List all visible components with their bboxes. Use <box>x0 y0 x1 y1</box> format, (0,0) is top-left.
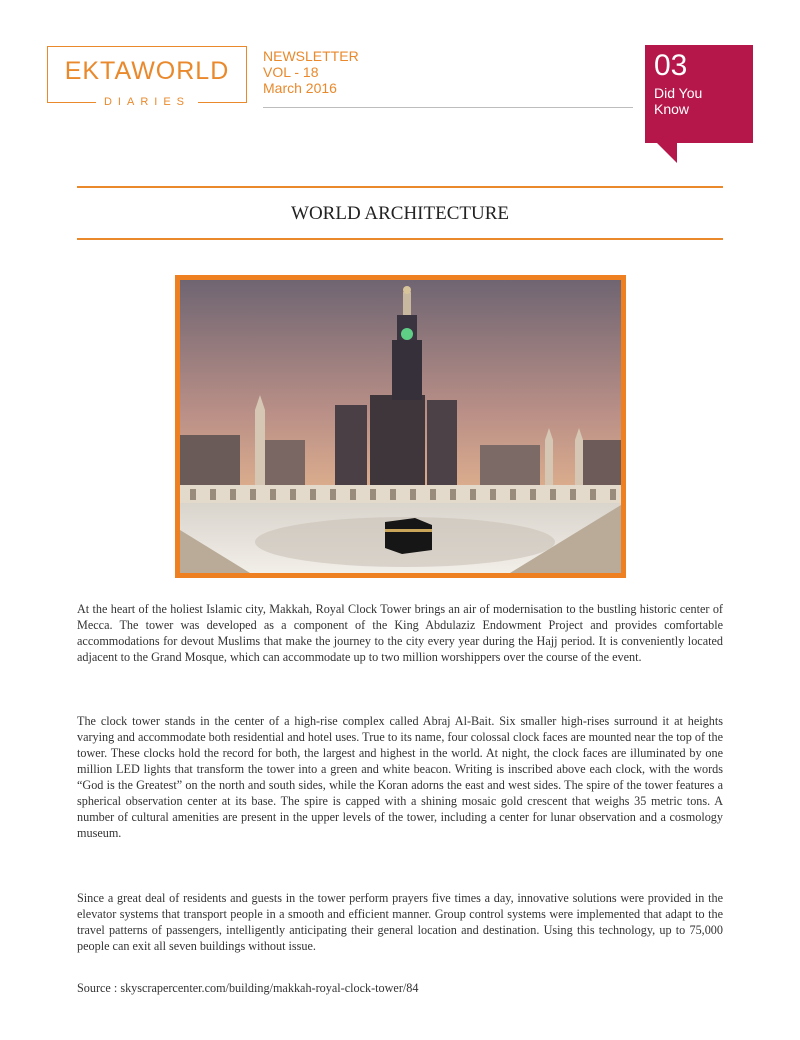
title-rule-bottom <box>77 238 723 240</box>
issue-number: 03 <box>654 49 688 82</box>
logo-subtitle: DIARIES <box>96 96 198 108</box>
logo <box>47 46 247 108</box>
issue-tag-line1: Did You <box>654 85 703 101</box>
newsletter-label: NEWSLETTER <box>263 48 359 64</box>
clock-tower-photo <box>175 275 626 578</box>
issue-tag-line2: Know <box>654 101 690 117</box>
volume-label: VOL - 18 <box>263 64 319 80</box>
header-divider <box>263 107 633 108</box>
paragraph-tower: The clock tower stands in the center of a high-rise complex called Abraj Al-Bait. Six smaller high-rises surround it at heights varying and accommodate both residential and hotel uses. True to its name, four colossal clock faces are mounted near the top of the tower. These clocks hold the record for both, the largest and highest in the world. At night, the clock faces are illuminated by one million LED lights that transform the tower into a green and white beacon. Writing is inscribed above each clock, with the words “God is the Greatest” on the north and south sides, while the Koran adorns the east and west sides. The spire of the tower features a spherical observation center at its base. The spire is capped with a shining mosaic gold crescent that weighs 35 metric tons. A number of cultural amenities are present in the upper levels of the tower, including a center for lunar observation and a cosmology museum. <box>77 714 723 840</box>
paragraph-elevators: Since a great deal of residents and guests in the tower perform prayers five times a day, innovative solutions were provided in the elevator systems that transport people in a smooth and efficient manner. Group control systems were implemented that adapt to the travel patterns of passengers, intelligently anticipating their general location and destination. Using this technology, up to 75,000 people can exit all seven buildings without issue. <box>77 891 723 953</box>
section-title: WORLD ARCHITECTURE <box>291 203 509 224</box>
photo-illustration <box>180 280 621 573</box>
paragraph-intro: At the heart of the holiest Islamic city, Makkah, Royal Clock Tower brings an air of modernisation to the bustling historic center of Mecca. The tower was developed as a component of the King Abdulaziz Endowment Project and provides comfortable accommodations for devout Muslims that make the journey to the city every year during the Hajj period. It is conveniently located adjacent to the Grand Mosque, which can accommodate up to two million worshippers over the course of the event. <box>77 602 723 664</box>
logo-title: EKTAWORLD <box>64 57 230 85</box>
issue-ribbon <box>645 45 753 163</box>
source-citation: Source : skyscrapercenter.com/building/makkah-royal-clock-tower/84 <box>77 981 419 995</box>
title-rule-top <box>77 186 723 188</box>
issue-date: March 2016 <box>263 80 337 96</box>
issue-tag <box>654 85 702 117</box>
newsletter-info <box>263 48 359 96</box>
